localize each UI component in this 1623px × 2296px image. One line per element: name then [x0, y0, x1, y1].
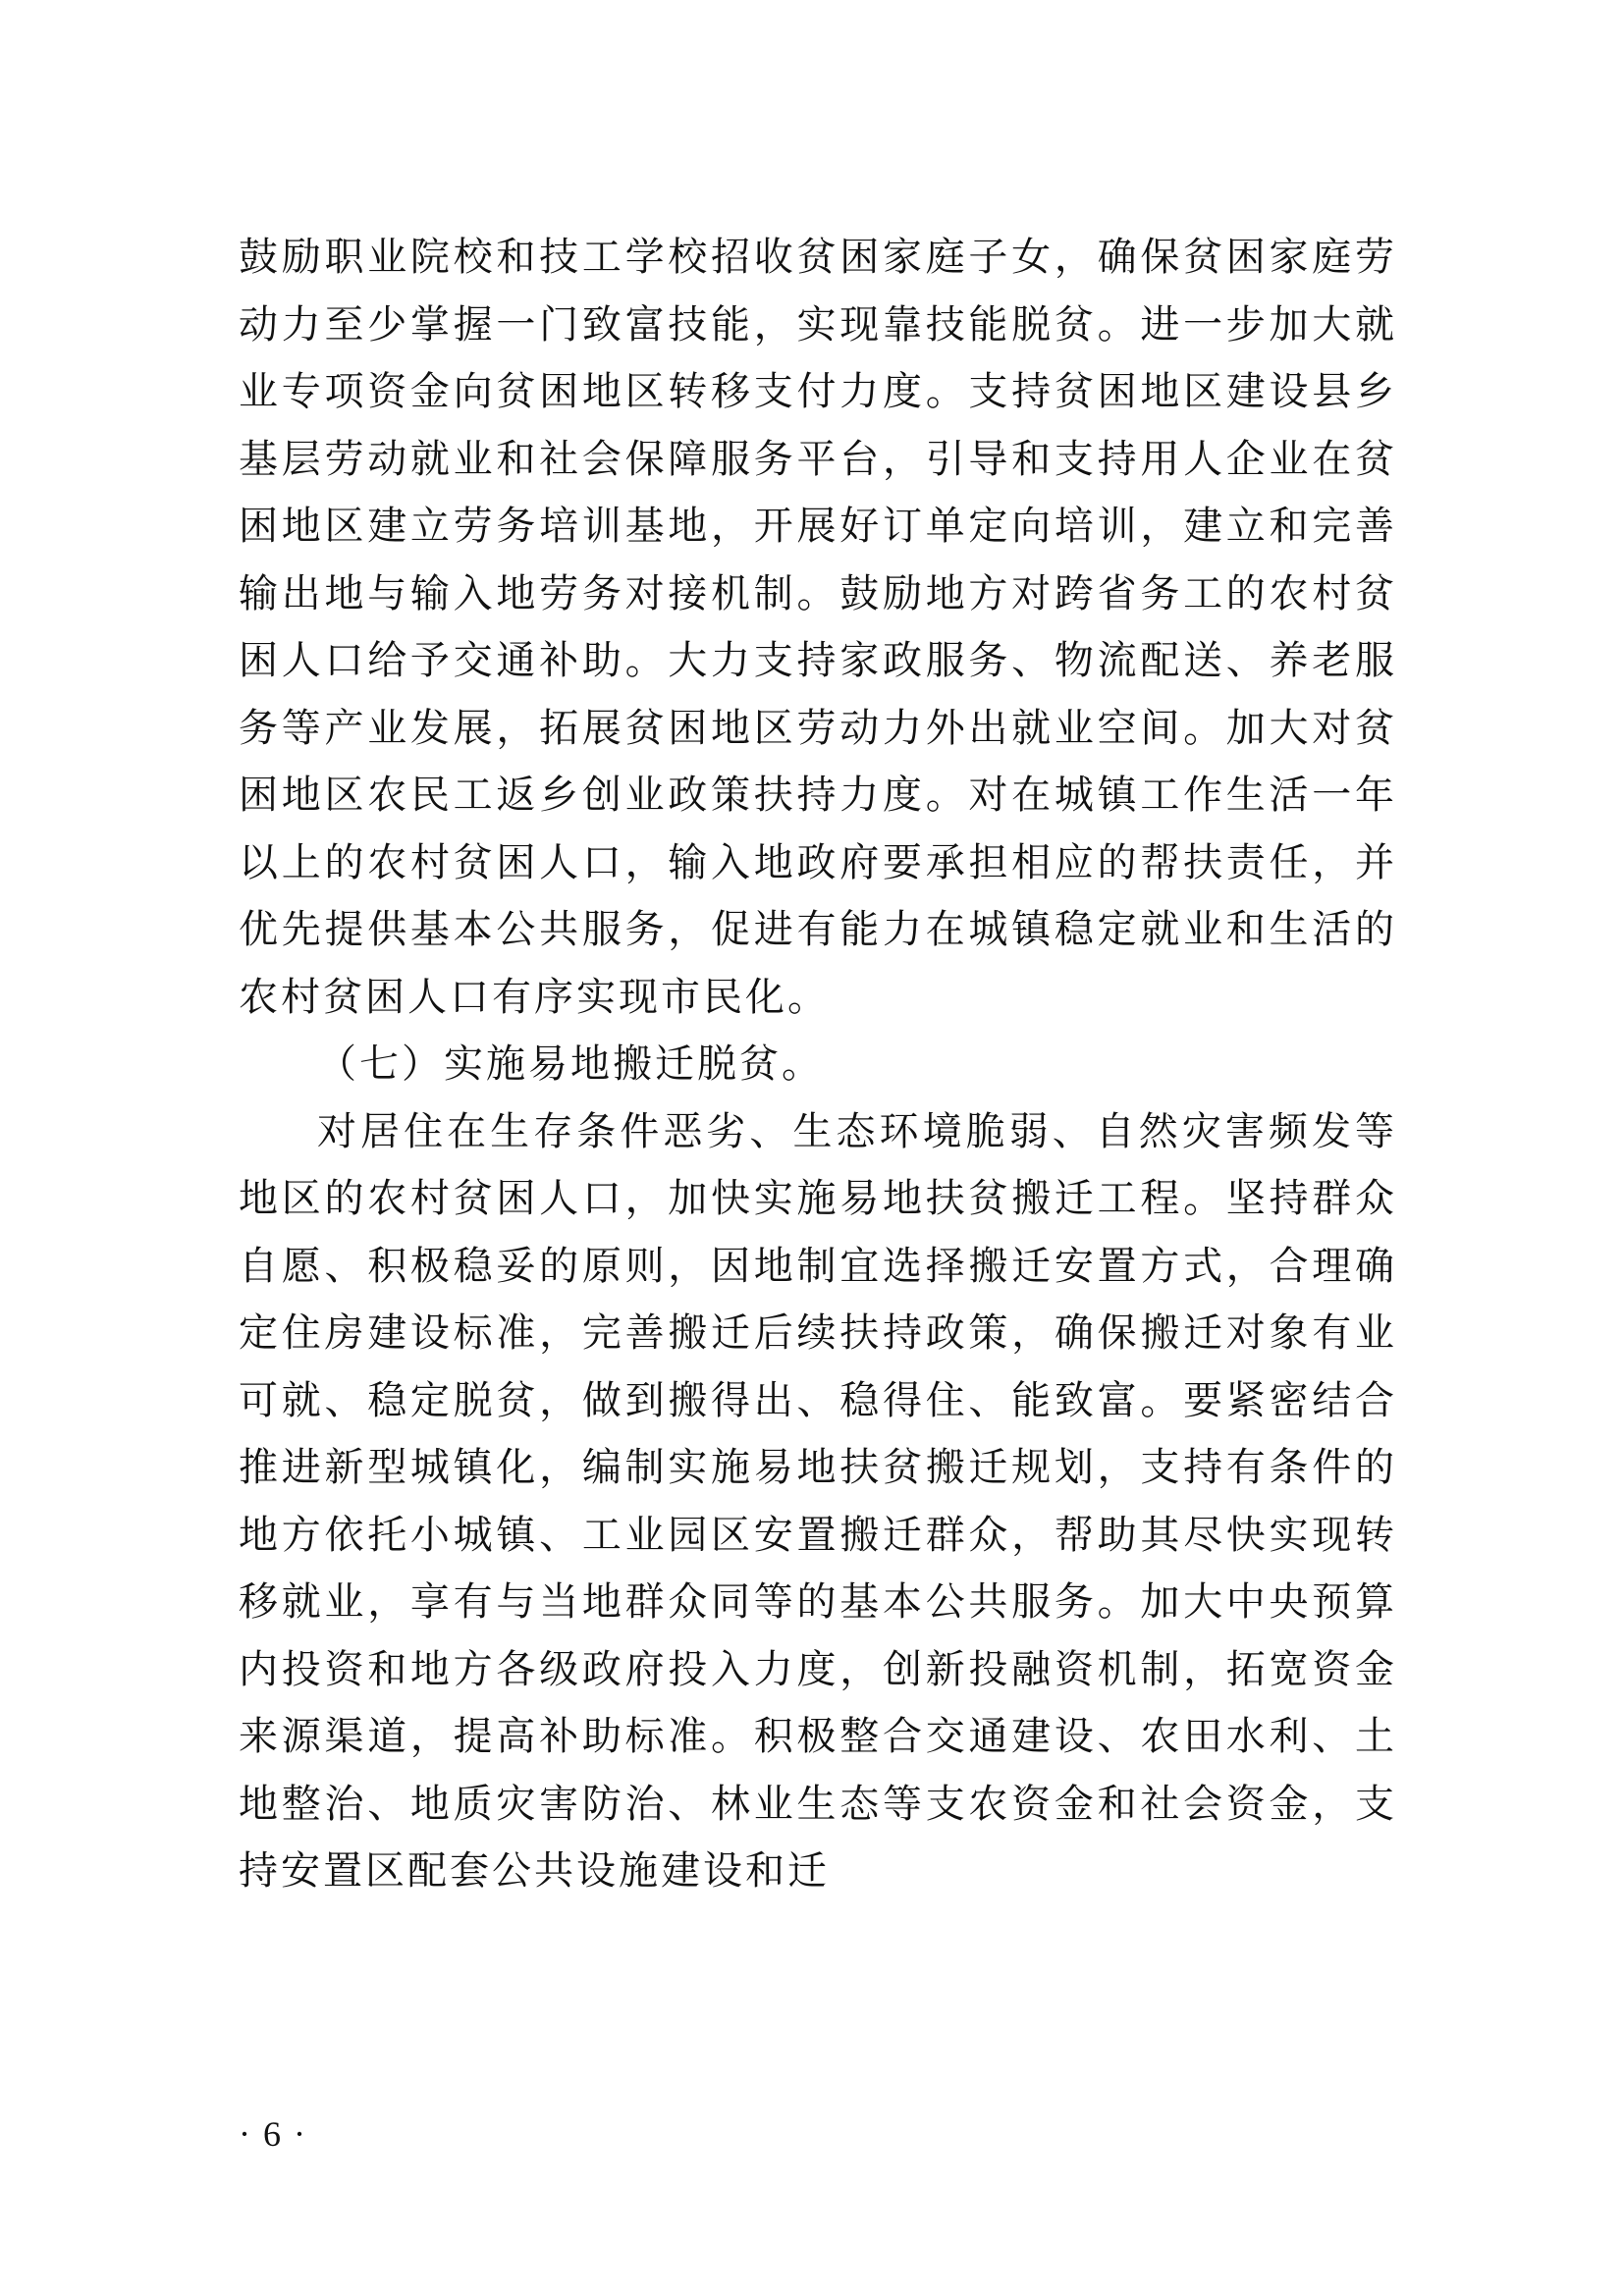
body-text: [239, 224, 1397, 1905]
section-heading: （七）实施易地搬迁脱贫。: [317, 1041, 824, 1087]
page-number: · 6 ·: [239, 2114, 307, 2154]
paragraph-relocation: 对居住在生存条件恶劣、生态环境脆弱、自然灾害频发等地区的农村贫困人口，加快实施易地扶贫搬迁工程。坚持群众自愿、积极稳妥的原则，因地制宜选择搬迁安置方式，合理确定住房建设标准，完善搬迁后续扶持政策，确保搬迁对象有业可就、稳定脱贫，做到搬得出、稳得住、能致富。要紧密结合推进新型城镇化，编制实施易地扶贫搬迁规划，支持有条件的地方依托小城镇、工业园区安置搬迁群众，帮助其尽快实现转移就业，享有与当地群众同等的基本公共服务。加大中央预算内投资和地方各级政府投入力度，创新投融资机制，拓宽资金来源渠道，提高补助标准。积极整合交通建设、农田水利、土地整治、地质灾害防治、林业生态等支农资金和社会资金，支持安置区配套公共设施建设和迁: [239, 1108, 1397, 1894]
paragraph-continued: 鼓励职业院校和技工学校招收贫困家庭子女，确保贫困家庭劳动力至少掌握一门致富技能，实现靠技能脱贫。进一步加大就业专项资金向贫困地区转移支付力度。支持贫困地区建设县乡基层劳动就业和社会保障服务平台，引导和支持用人企业在贫困地区建立劳务培训基地，开展好订单定向培训，建立和完善输出地与输入地劳务对接机制。鼓励地方对跨省务工的农村贫困人口给予交通补助。大力支持家政服务、物流配送、养老服务等产业发展，拓展贫困地区劳动力外出就业空间。加大对贫困地区农民工返乡创业政策扶持力度。对在城镇工作生活一年以上的农村贫困人口，输入地政府要承担相应的帮扶责任，并优先提供基本公共服务，促进有能力在城镇稳定就业和生活的农村贫困人口有序实现市民化。: [239, 235, 1397, 1020]
